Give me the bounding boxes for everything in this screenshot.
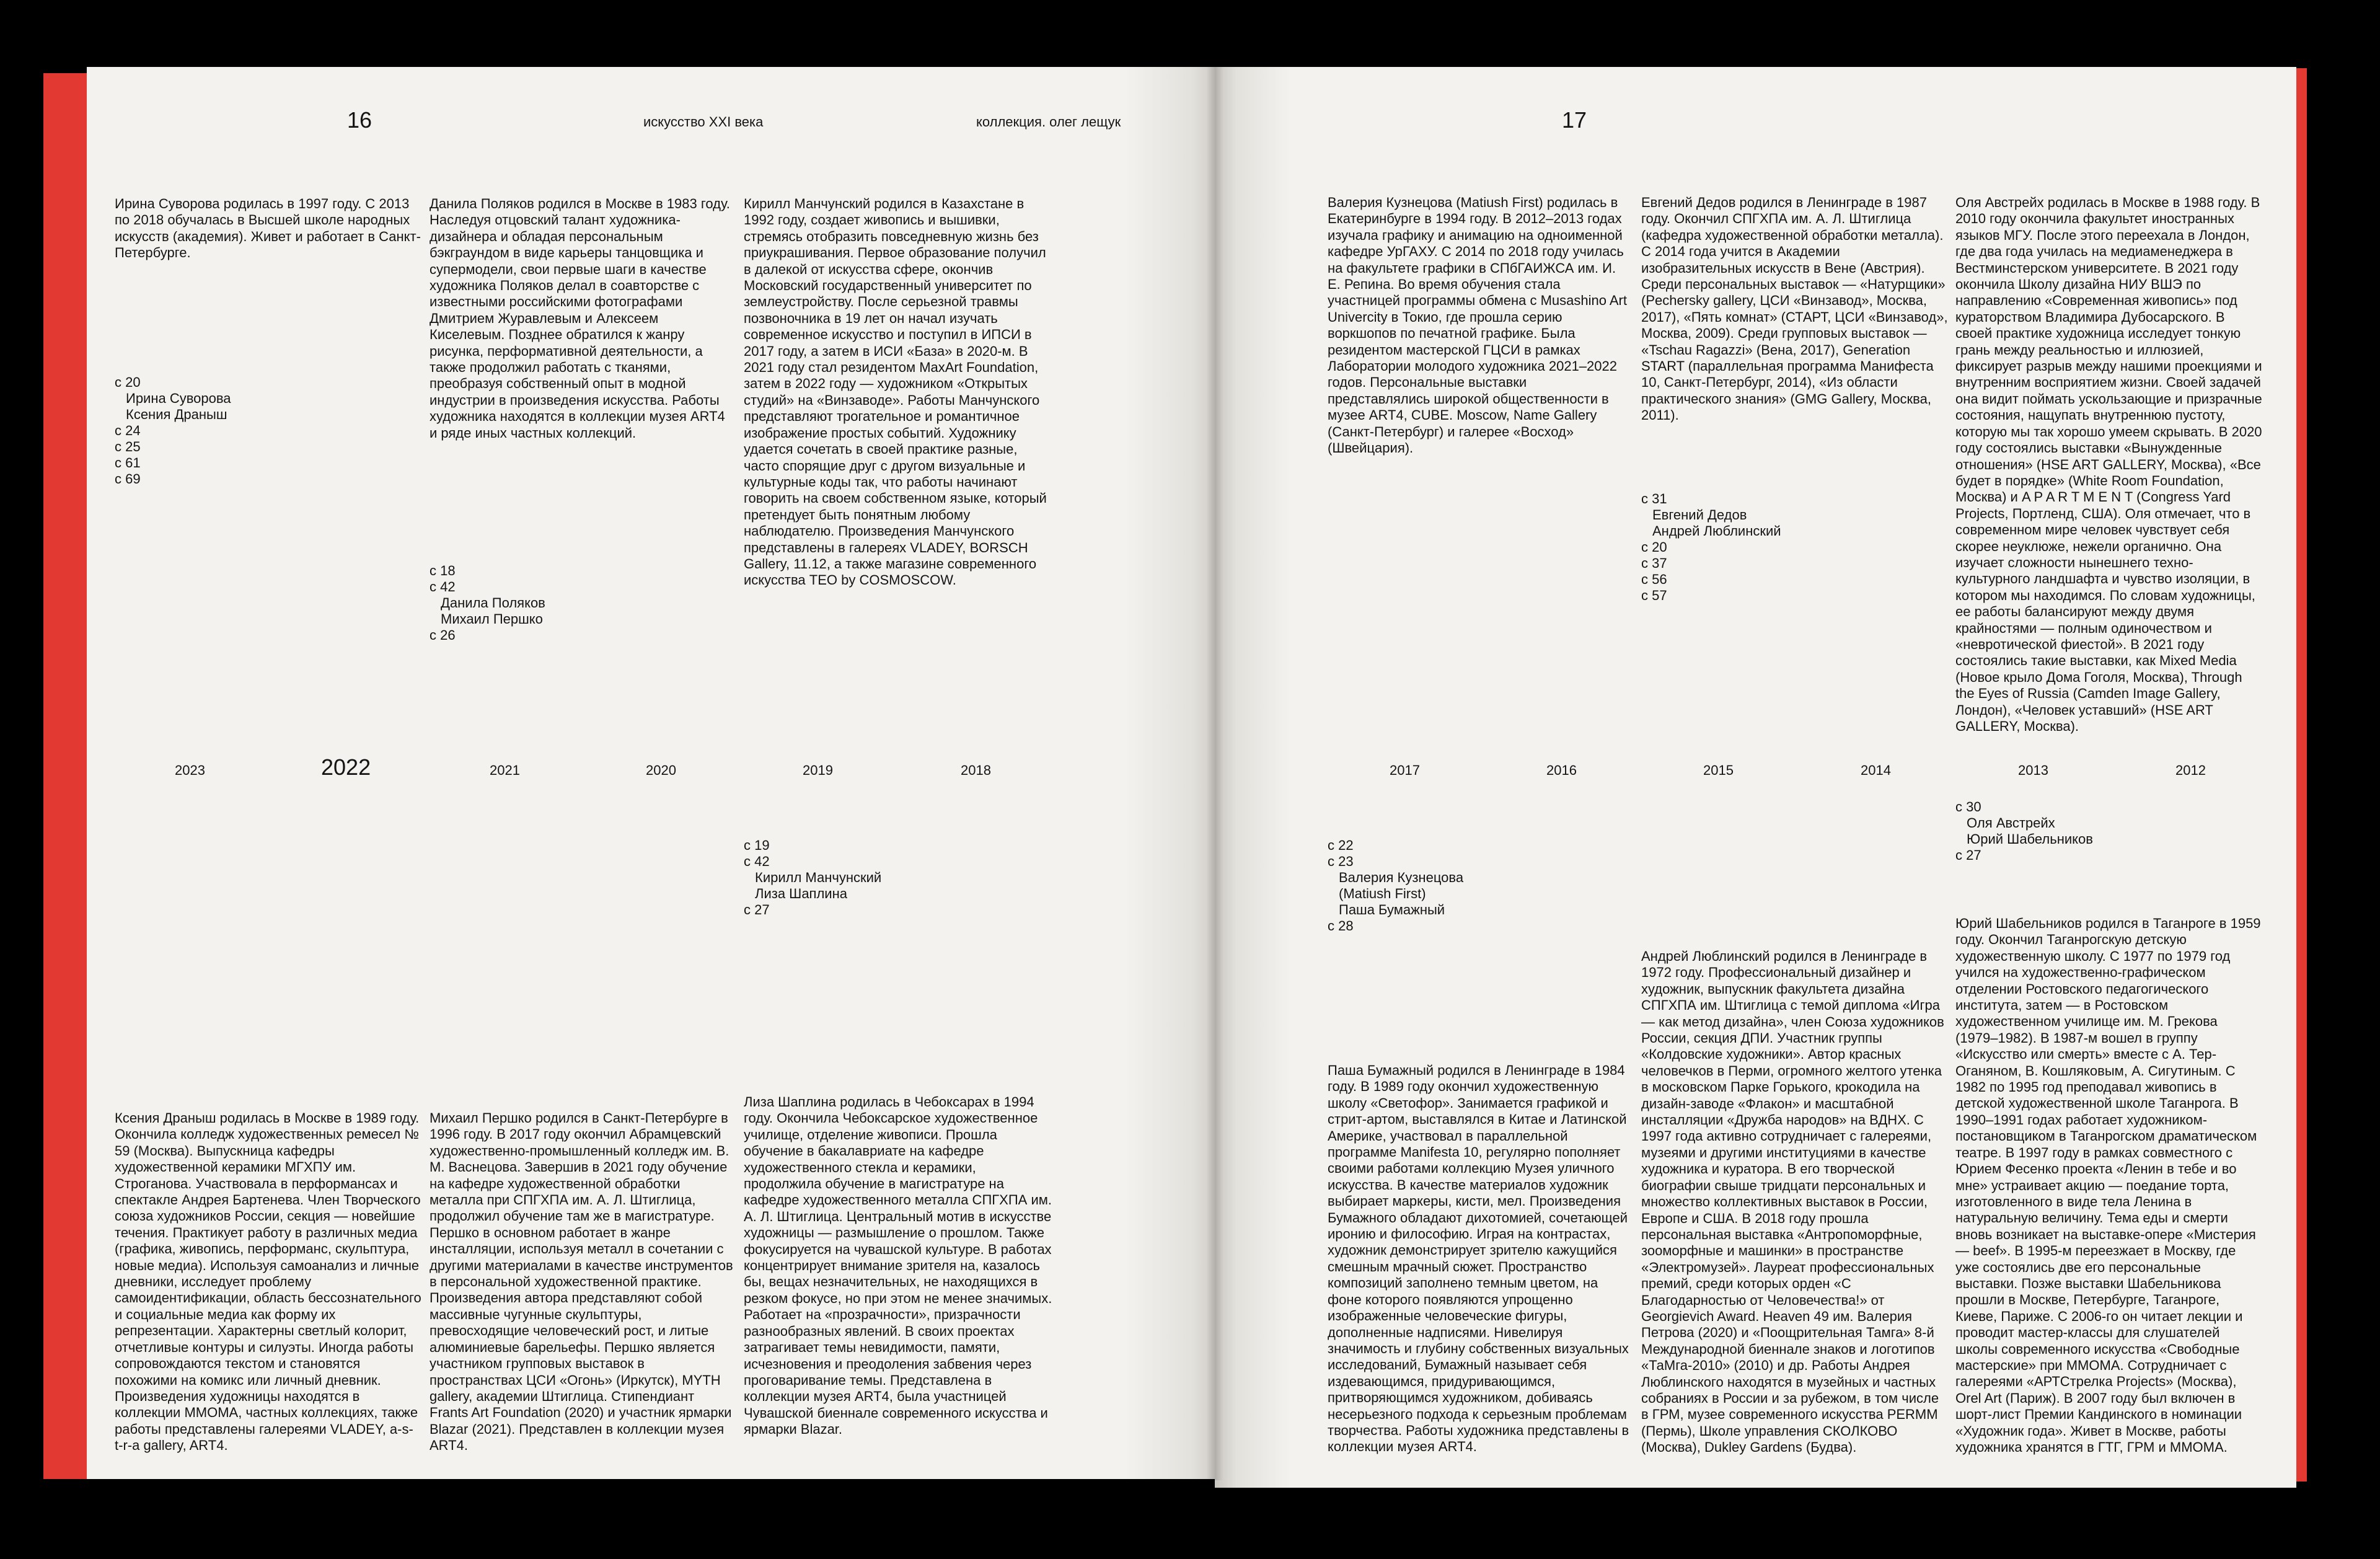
xref-page-ref: c 20 [1641,539,1667,555]
bio-dedov: Евгений Дедов родился в Ленинграде в 1987 году. Окончил СПГХПА им. А. Л. Штиглица (кафедра художественной обработки металла). С 2014 года учится в Академии изобразительных искусств в Вене (Австрия). Среди персональных выставок — «Натурщики» (Pechersky gallery, ЦСИ «Винзавод», Москва, 2017), «Пять комнат» (СТАРТ, ЦСИ «Винзавод», Москва, 2009). Среди групповых выставок — «Tschau Ragazzi» (Вена, 2017), Generation START (параллельная программа Манифеста 10, Санкт-Петербург, 2014), «Из области практического знания» (GMG Gallery, Москва, 2011). [1641,195,1948,423]
timeline-year-2018: 2018 [961,762,991,778]
timeline-year-2012: 2012 [2175,762,2206,778]
timeline-year-2017: 2017 [1390,762,1420,778]
xref-artist-name: Оля Австрейх [1967,815,2055,831]
xref-page-ref: c 23 [1328,854,1354,869]
xref-page-ref: c 69 [115,471,141,487]
bio-pershko: Михаил Першко родился в Санкт-Петербурге в 1996 году. В 2017 году окончил Абрамцевский художественно-промышленный колледж им. В. М. Васнецова. Завершив в 2021 году обучение на кафедре художественной обработки металла при СПГХПА им. А. Л. Штиглица, продолжил обучение там же в магистратуре. Першко в основном работает в жанре инсталляции, используя металл в сочетании с другими материалами в качестве инструментов в персональной художественной практике. Произведения автора представляют собой массивные чугунные скульптуры, превосходящие человеческий рост, и литые алюминиевые барельефы. Першко является участником групповых выставок в пространствах ЦСИ «Огонь» (Иркутск), MYTH gallery, академии Штиглица. Стипендиант Frants Art Foundation (2020) и участник ярмарки Blazar (2021). Представлен в коллекции музея ART4. [430,1110,733,1454]
xref-artist-name: Евгений Дедов [1652,507,1747,523]
xref-page-ref: c 30 [1955,799,1981,815]
xref-page-ref: c 42 [430,579,456,594]
timeline-year-2023: 2023 [175,762,205,778]
bio-avstreykh: Оля Австрейх родилась в Москве в 1988 году. В 2010 году окончила факультет иностранных языков МГУ. После этого переехала в Лондон, где два года училась на медиаменеджера в Вестминстерском университете. В 2021 году окончила Школу дизайна НИУ ВШЭ по направлению «Современная живопись» под кураторством Владимира Дубосарского. В своей практике художница исследует тонкую грань между реальностью и иллюзией, фиксирует разрыв между нашими проекциями и внутренним восприятием жизни. Своей задачей она видит поймать ускользающие и призрачные состояния, нащупать внутреннюю пустоту, которую мы так хорошо умеем скрывать. В 2020 году состоялись выставки «Вынужденные отношения» (HSE ART GALLERY, Москва), «Все будет в порядке» (White Room Foundation, Москва) и A P A R T M E N T (Congress Yard Projects, Портленд, США). Оля отмечает, что в современном мире человек чувствует себя скорее неуклюже, нежели органично. Она изучает сложности нынешнего техно-культурного ландшафта и чувство изоляции, в котором мы находимся. По словам художницы, ее работы балансируют между двумя крайностями — полным одиночеством и «невротической фиестой». В 2021 году состоялись такие выставки, как Mixed Media (Новое крыло Дома Гоголя, Москва), Through the Eyes of Russia (Camden Image Gallery, Лондон), «Человек уставший» (HSE ART GALLERY, Москва). [1955,195,2262,734]
xref-artist-name: Валерия Кузнецова [1339,870,1464,885]
running-head-section: искусство XXI века [643,114,764,130]
running-head-collection: коллекция. олег лещук [976,114,1121,130]
xref-page-ref: c 42 [744,854,770,869]
bio-kuznetsova: Валерия Кузнецова (Matiush First) родилась в Екатеринбурге в 1994 году. В 2012–2013 годах изучала графику и анимацию на одноименной кафедре УрГАХУ. С 2014 по 2018 году училась на факультете графики в СПбГАИЖСА им. И. Е. Репина. Во время обучения стала участницей программы обмена с Musashino Art Univercity в Токио, где прошла серию воркшопов по печатной графике. Была резидентом мастерской ГЦСИ в рамках Лаборатории молодого художника 2021–2022 годов. Персональные выставки представлялись широкой общественности в музее ART4, CUBE. Moscow, Name Gallery (Санкт-Петербург) и галерее «Восход» (Швейцария). [1328,195,1627,456]
xref-artist-name: Ксения Драныш [126,407,227,422]
timeline-year-2013: 2013 [2018,762,2048,778]
bio-shaplina: Лиза Шаплина родилась в Чебоксарах в 1994 году. Окончила Чебоксарское художественное училище, отделение живописи. Прошла обучение в бакалавриате на кафедре художественного стекла и керамики, продолжила обучение в магистратуре на кафедре художественного металла СПГХПА им. А. Л. Штиглица. Центральный мотив в искусстве художницы — размышление о прошлом. Также фокусируется на чувашской культуре. В работах концентрирует внимание зрителя на, казалось бы, вещах незначительных, не находящихся в резком фокусе, но при этом не менее значимых. Работает на «прозрачности», призрачности разнообразных явлений. В своих проектах затрагивает темы невидимости, памяти, исчезновения и преодоления забвения через проговаривание темы. Представлена в коллекции музея ART4, была участницей Чувашской биеннале современного искусства и ярмарки Blazar. [744,1094,1052,1438]
xref-artist-name: Ирина Суворова [126,391,231,406]
xref-page-ref: c 61 [115,455,141,470]
cross-reference-kuznetsova [1328,837,1463,934]
timeline-year-2019: 2019 [803,762,833,778]
xref-artist-name: Михаил Першко [441,611,543,627]
xref-page-ref: c 19 [744,837,770,853]
bio-suvorova: Ирина Суворова родилась в 1997 году. С 2013 по 2018 обучалась в Высшей школе народных искусств (академия). Живет и работает в Санкт-Петербурге. [115,196,421,261]
bio-manchunsky: Кирилл Манчунский родился в Казахстане в 1992 году, создает живопись и вышивки, стремясь отобразить повседневную жизнь без приукрашивания. Первое образование получил в далекой от искусства сфере, окончив Московский государственный университет по землеустройству. После серьезной травмы позвоночника в 19 лет он начал изучать современное искусство и поступил в ИПСИ в 2017 году, а затем в ИСИ «База» в 2020-м. В 2021 году стал резидентом MaxArt Foundation, затем в 2022 году — художником «Открытых студий» на «Винзаводе». Работы Манчунского представляют трогательное и романтичное изображение простых событий. Художнику удается сочетать в своей практике разные, часто спорящие друг с другом визуальные и культурные коды так, что работы начинают говорить на своем собственном языке, который претендует быть понятным любому наблюдателю. Произведения Манчунского представлены в галереях VLADEY, BORSCH Gallery, 11.12, а также магазине современного искусства TEO by COSMOSCOW. [744,196,1047,588]
page-number: 17 [1562,107,1587,133]
xref-artist-name: Лиза Шаплина [755,886,847,901]
spine-gutter-shadow [1206,67,1223,1480]
timeline-year-2021: 2021 [490,762,520,778]
xref-page-ref: c 20 [115,374,141,390]
xref-page-ref: c 24 [115,423,141,438]
xref-artist-name: Кирилл Манчунский [755,870,882,885]
xref-page-ref: c 56 [1641,572,1667,587]
cross-reference-dedov [1641,491,1781,604]
timeline-year-2015: 2015 [1703,762,1734,778]
bio-lyublinsky: Андрей Люблинский родился в Ленинграде в 1972 году. Профессиональный дизайнер и художник, выпускник факультета дизайна СПГХПА им. Штиглица с темой диплома «Игра — как метод дизайна», член Союза художников России, секция ДПИ. Участник группы «Колдовские художники». Автор красных человечков в Перми, огромного желтого утенка в московском Парке Горького, крокодила на дизайн-заводе «Флакон» и масштабной инсталляции «Дружба народов» на ВДНХ. С 1997 года активно сотрудничает с галереями, музеями и другими институциями в качестве художника и куратора. В его творческой биографии свыше тридцати персональных и множество коллективных выставок в России, Европе и США. В 2018 году прошла персональная выставка «Антропоморфные, зооморфные и машинки» в пространстве «Электромузей». Лауреат профессиональных премий, среди которых орден «С Благодарностью от Человечества!» от Georgievich Award. Heaven 49 им. Валерия Петрова (2020) и «Поощрительная Тамга» 8-й Международной биеннале знаков и логотипов «ТаМга-2010» (2010) и др. Работы Андрея Люблинского находятся в музейных и частных собраниях в России и за рубежом, в том числе в ГРМ, музее современного искусства PERMM (Пермь), Школе управления СКОЛКОВО (Москва), Dukley Gardens (Будва). [1641,948,1944,1455]
xref-page-ref: c 18 [430,563,456,578]
cross-reference-suvorova [115,374,231,487]
xref-page-ref: c 27 [744,902,770,917]
timeline-year-2022-current: 2022 [321,754,371,780]
bio-bumazhny: Паша Бумажный родился в Ленинграде в 1984 году. В 1989 году окончил художественную школу «Светофор». Занимается графикой и стрит-артом, выставлялся в Китае и Латинской Америке, участвовал в параллельной программе Manifesta 10, регулярно пополняет своими работами коллекцию Музея уличного искусства. В качестве материалов художник выбирает маркеры, кисти, мел. Произведения Бумажного обладают дихотомией, сочетающей иронию и философию. Играя на контрастах, художник демонстрирует зрителю кажущийся смешным мрачный сюжет. Пространство композиций заполнено темным цветом, на фоне которого появляются упрощенно изображенные человеческие фигуры, дополненные надписями. Нивелируя значимость и глубину собственных визуальных исследований, Бумажный называет себя издевающимся, придуривающимся, притворяющимся художником, добиваясь несерьезного подхода к серьезным проблемам творчества. Работы художника представлены в коллекции музея ART4. [1328,1062,1629,1455]
xref-artist-name: Юрий Шабельников [1967,831,2093,847]
bio-shabelnikov: Юрий Шабельников родился в Таганроге в 1959 году. Окончил Таганрогскую детскую художественную школу. С 1977 по 1979 год учился на художественно-графическом отделении Ростовского педагогического института, затем — в Ростовском художественном училище им. М. Грекова (1979–1982). В 1987-м вошел в группу «Искусство или смерть» вместе с А. Тер-Оганяном, В. Кошляковым, А. Сигутиным. С 1982 по 1995 год преподавал живопись в детской художественной школе Таганрога. В 1990–1991 годах работает художником-постановщиком в Таганрогском драматическом театре. В 1997 году в рамках совместного с Юрием Фесенко проекта «Ленин в тебе и во мне» устраивает акцию — поедание торта, изготовленного в виде тела Ленина в натуральную величину. Тема еды и смерти вновь возникает на выставке-опере «Мистерия — beef». В 1995-м переезжает в Москву, где уже состоялись две его персональные выставки. Позже выставки Шабельникова прошли в Москве, Петербурге, Таганроге, Киеве, Париже. С 2006-го он читает лекции и проводит мастер-классы для слушателей школы современного искусства «Свободные мастерские» при ММОМА. Сотрудничает с галереями «АРТСтрелка Projects» (Москва), Orel Art (Париж). В 2007 году был включен в шорт-лист Премии Кандинского в номинации «Художник года». Живет в Москве, работы художника хранятся в ГТГ, ГРМ и ММОМА. [1955,916,2261,1455]
xref-artist-name: Данила Поляков [441,595,545,611]
bio-polyakov: Данила Поляков родился в Москве в 1983 году. Наследуя отцовский талант художника-дизайнера и обладая персональным бэкграундом в виде карьеры танцовщика и супермодели, свои первые шаги в качестве художника Поляков делал в соавторстве с известными российскими фотографами Дмитрием Журавлевым и Алексеем Киселевым. Позднее обратился к жанру рисунка, перформативной деятельности, а также продолжил работать с тканями, преобразуя собственный опыт в модной индустрии в произведения искусства. Работы художника находятся в коллекции музея ART4 и ряде иных частных коллекций. [430,196,730,441]
xref-artist-name: Паша Бумажный [1339,902,1445,917]
cross-reference-polyakov [430,563,545,643]
xref-page-ref: c 37 [1641,555,1667,571]
bio-dranysh: Ксения Драныш родилась в Москве в 1989 году. Окончила колледж художественных ремесел № 59 (Москва). Выпускница кафедры художественной керамики МГХПУ им. Строганова. Участвовала в перформансах и спектакле Андрея Бартенева. Член Творческого союза художников России, секция — новейшие течения. Практикует работу в различных медиа (графика, живопись, перформанс, скульптура, новые медиа). Используя самоанализ и личные дневники, исследует проблему самоидентификации, область бессознательного и социальные медиа как форму их репрезентации. Характерны светлый колорит, отчетливые контуры и силуэты. Иногда работы сопровождаются текстом и становятся похожими на комикс или личный дневник. Произведения художницы находятся в коллекции ММОМА, частных коллекциях, также работы представлены галереями VLADEY, a-s-t-r-a gallery, ART4. [115,1110,421,1454]
xref-page-ref: c 26 [430,627,456,643]
left-page [87,67,1215,1479]
timeline-year-2020: 2020 [646,762,676,778]
xref-page-ref: c 28 [1328,918,1354,934]
xref-page-ref: c 22 [1328,837,1354,853]
timeline-year-2016: 2016 [1546,762,1577,778]
xref-artist-name: Андрей Люблинский [1652,523,1781,539]
right-page [1215,67,2296,1488]
xref-page-ref: c 57 [1641,588,1667,603]
xref-page-ref: c 31 [1641,491,1667,506]
page-number: 16 [347,107,372,133]
left-page-red-edge [43,73,88,1479]
xref-artist-name: (Matiush First) [1339,886,1426,901]
timeline-year-2014: 2014 [1861,762,1891,778]
xref-page-ref: c 25 [115,439,141,454]
cross-reference-manchunsky [744,837,881,918]
cross-reference-avstreykh [1955,799,2093,863]
xref-page-ref: c 27 [1955,847,1981,863]
